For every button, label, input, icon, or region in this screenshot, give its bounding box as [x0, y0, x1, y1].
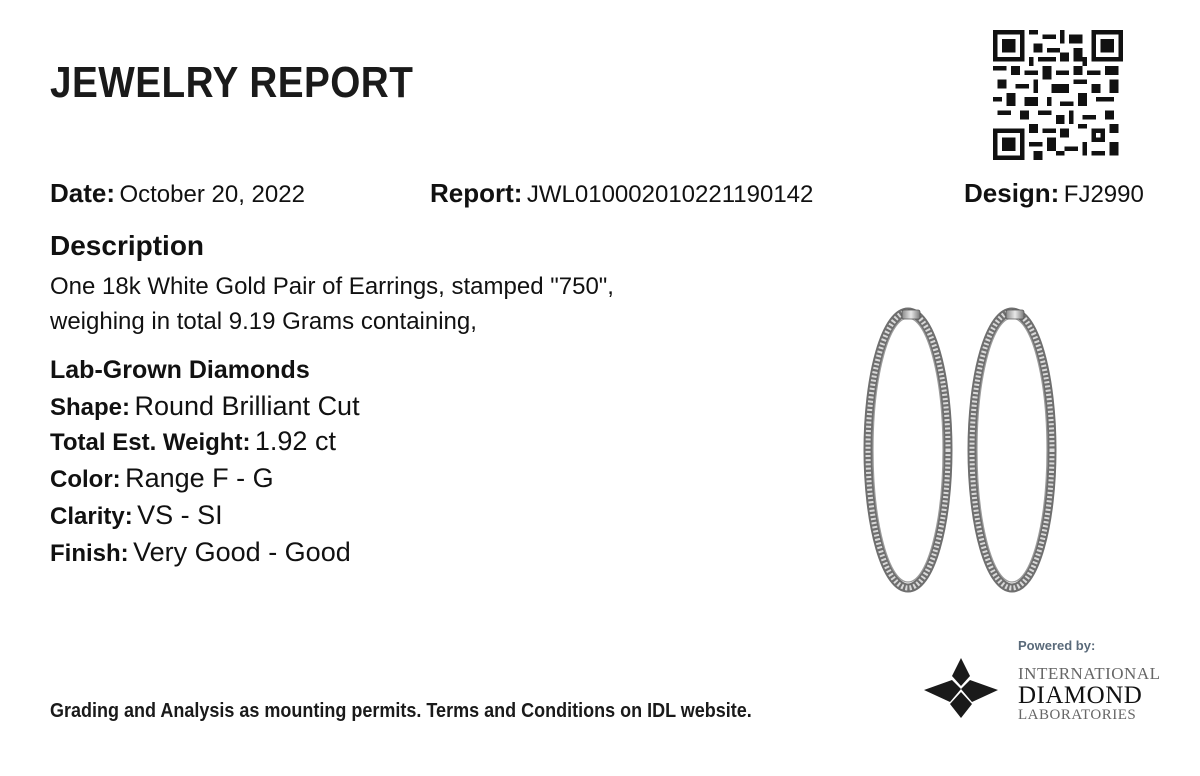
idl-diamond-logo-icon: [922, 656, 1000, 720]
design-label: Design:: [964, 178, 1060, 208]
description-line: weighing in total 9.19 Grams containing,: [50, 308, 477, 335]
design-field: [964, 178, 1144, 209]
powered-by-label: Powered by:: [1018, 638, 1096, 653]
stones-heading: Lab-Grown Diamonds: [50, 356, 310, 384]
attribute-label: Clarity:: [50, 503, 133, 530]
date-label: Date:: [50, 178, 116, 208]
report-number: JWL010002010221190142: [526, 181, 814, 208]
brand-name-line: LABORATORIES: [1018, 707, 1137, 723]
attribute-value: 1.92 ct: [254, 426, 336, 456]
attribute-label: Total Est. Weight:: [50, 429, 251, 456]
design-value: FJ2990: [1063, 181, 1144, 208]
hoop-earrings-photo: [850, 300, 1070, 600]
date-field: [50, 178, 305, 209]
attribute-row-clarity: [50, 500, 223, 531]
report-label: Report:: [430, 178, 523, 208]
attribute-value: VS - SI: [137, 500, 223, 530]
description-heading: Description: [50, 230, 205, 261]
attribute-label: Finish:: [50, 540, 129, 567]
attribute-value: Round Brilliant Cut: [134, 391, 360, 421]
attribute-row-shape: [50, 391, 360, 422]
description-line: One 18k White Gold Pair of Earrings, stamped "750",: [50, 273, 614, 300]
attribute-value: Very Good - Good: [133, 537, 351, 567]
attribute-label: Color:: [50, 466, 121, 493]
brand-name-line: INTERNATIONAL: [1018, 664, 1161, 683]
attribute-value: Range F - G: [125, 463, 274, 493]
report-field: [430, 178, 813, 209]
brand-name-line: DIAMOND: [1018, 682, 1143, 709]
date-value: October 20, 2022: [119, 181, 305, 208]
attribute-row-color: [50, 463, 274, 494]
attribute-row-weight: [50, 426, 336, 457]
terms-note: Grading and Analysis as mounting permits. Terms and Conditions on IDL website.: [50, 700, 752, 722]
page-title: JEWELRY REPORT: [50, 58, 414, 107]
qr-code-icon: [993, 30, 1123, 160]
attribute-label: Shape:: [50, 394, 131, 421]
attribute-row-finish: [50, 537, 351, 568]
